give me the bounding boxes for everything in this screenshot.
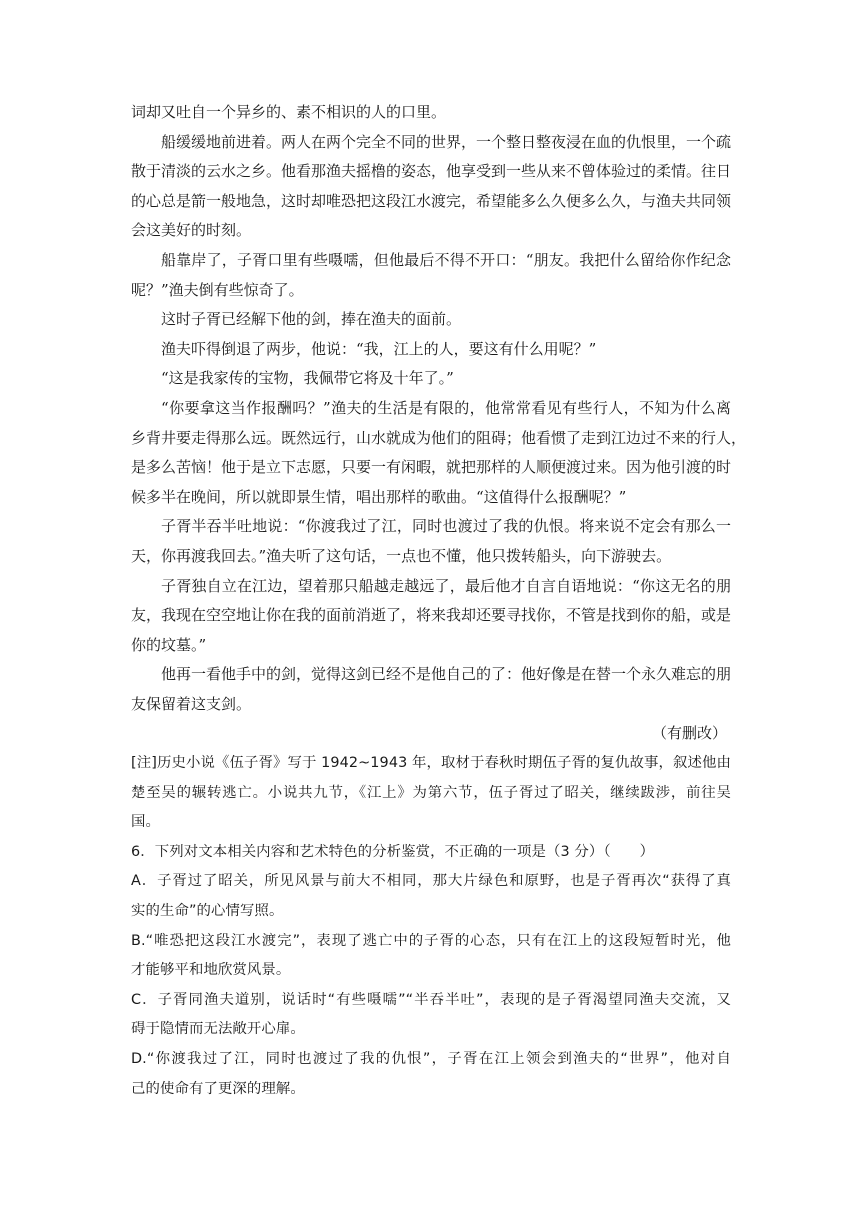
annotation <box>131 749 731 838</box>
text-line: 子胥半吞半吐地说：“你渡我过了江，同时也渡过了我的仇恨。将来说不定会有那么一 <box>161 517 731 536</box>
option-line: 才能够平和地欣赏风景。 <box>131 962 291 979</box>
annotation-line: [注]历史小说《伍子胥》写于 1942~1943 年，取材于春秋时期伍子胥的复仇故事，叙述他由 <box>131 755 731 772</box>
option-line: C．子胥同渔夫道别，说话时“有些嗫嚅”“半吞半吐”，表现的是子胥渴望同渔夫交流，又 <box>131 991 731 1008</box>
annotation-line: 楚至吴的辗转逃亡。小说共九节，《江上》为第六节，伍子胥过了昭关，继续跋涉，前往吴 <box>131 784 731 801</box>
text-line: 的心总是箭一般地急，这时却唯恐把这段江水渡完，希望能多么久便多么久，与渔夫共同领 <box>131 191 732 210</box>
story-paragraph <box>131 394 747 512</box>
text-line: 词却又吐自一个异乡的、素不相识的人的口里。 <box>131 103 447 121</box>
text-line: 子胥独自立在江边，望着那只船越走越远了，最后他才自言自语地说：“你这无名的朋 <box>161 576 731 595</box>
option-c <box>131 986 731 1045</box>
story-paragraph <box>131 572 731 661</box>
text-line: 是多么苦恼！他于是立下志愿，只要一有闲暇，就把那样的人顺便渡过来。因为他引渡的时 <box>131 458 732 477</box>
story-paragraph <box>131 305 731 335</box>
text-line: 你的坟墓。” <box>131 635 207 654</box>
option-line: B.“唯恐把这段江水渡完”，表现了逃亡中的子胥的心态，只有在江上的这段短暂时光，他 <box>131 932 731 949</box>
option-line: D.“你渡我过了江，同时也渡过了我的仇恨”，子胥在江上领会到渔夫的“世界”，他对自 <box>131 1051 731 1067</box>
story-paragraph <box>131 364 731 394</box>
story-paragraph <box>131 335 731 365</box>
text-line: 友保留着这支剑。 <box>131 694 252 713</box>
text-block <box>131 98 747 1104</box>
option-b <box>131 927 731 986</box>
option-line: A．子胥过了昭关，所见风景与前大不相同，那大片绿色和原野，也是子胥再次“获得了真 <box>131 873 731 890</box>
story-paragraph <box>131 246 731 305</box>
text-line: 天，你再渡我回去。”渔夫听了这句话，一点也不懂，他只拨转船头，向下游驶去。 <box>131 546 672 565</box>
story-paragraph <box>131 98 731 128</box>
text-line: 会这美好的时刻。 <box>131 221 252 240</box>
text-line: 友，我现在空空地让你在我的面前消逝了，将来我却还要寻找你，不管是找到你的船，或是 <box>131 606 732 625</box>
option-line: 碍于隐情而无法敞开心扉。 <box>131 1021 305 1038</box>
option-d <box>131 1045 731 1104</box>
text-line: “你要拿这当作报酬吗？”渔夫的生活是有限的，他常常看见有些行人，不知为什么离 <box>161 398 731 417</box>
text-line: 船靠岸了，子胥口里有些嗫嚅，但他最后不得不开口：“朋友。我把什么留给你作纪念 <box>161 250 731 269</box>
text-line: 候多半在晚间，所以就即景生情，唱出那样的歌曲。“这值得什么报酬呢？” <box>131 487 627 506</box>
annotation-line: 国。 <box>131 814 160 831</box>
text-line: 这时子胥已经解下他的剑，捧在渔夫的面前。 <box>161 310 462 329</box>
question-stem: 6．下列对文本相关内容和艺术特色的分析鉴赏，不正确的一项是（3 分）（ ） <box>131 843 655 860</box>
option-a <box>131 867 731 926</box>
text-line: 他再一看他手中的剑，觉得这剑已经不是他自己的了：他好像是在替一个永久难忘的朋 <box>161 665 732 684</box>
story-paragraph <box>131 512 731 571</box>
text-line: 船缓缓地前进着。两人在两个完全不同的世界，一个整日整夜浸在血的仇恨里，一个疏 <box>161 132 732 151</box>
text-line: 呢？”渔夫倒有些惊奇了。 <box>131 280 304 299</box>
option-line: 实的生命”的心情写照。 <box>131 903 284 920</box>
story-paragraph <box>131 128 731 246</box>
story-paragraph <box>131 660 731 719</box>
text-line: 渔夫吓得倒退了两步，他说：“我，江上的人，要这有什么用呢？” <box>161 339 597 358</box>
text-line: 乡背井要走得那么远。既然远行，山水就成为他们的阻碍；他看惯了走到江边过不来的行人， <box>131 428 747 447</box>
text-line: 散于清淡的云水之乡。他看那渔夫摇橹的姿态，他享受到一些从来不曾体验过的柔情。往日 <box>131 162 732 181</box>
question-6 <box>131 838 731 1104</box>
text-line: “这是我家传的宝物，我佩带它将及十年了。” <box>161 369 454 388</box>
source-note: （有删改） <box>651 724 727 743</box>
option-line: 己的使命有了更深的理解。 <box>131 1080 305 1097</box>
